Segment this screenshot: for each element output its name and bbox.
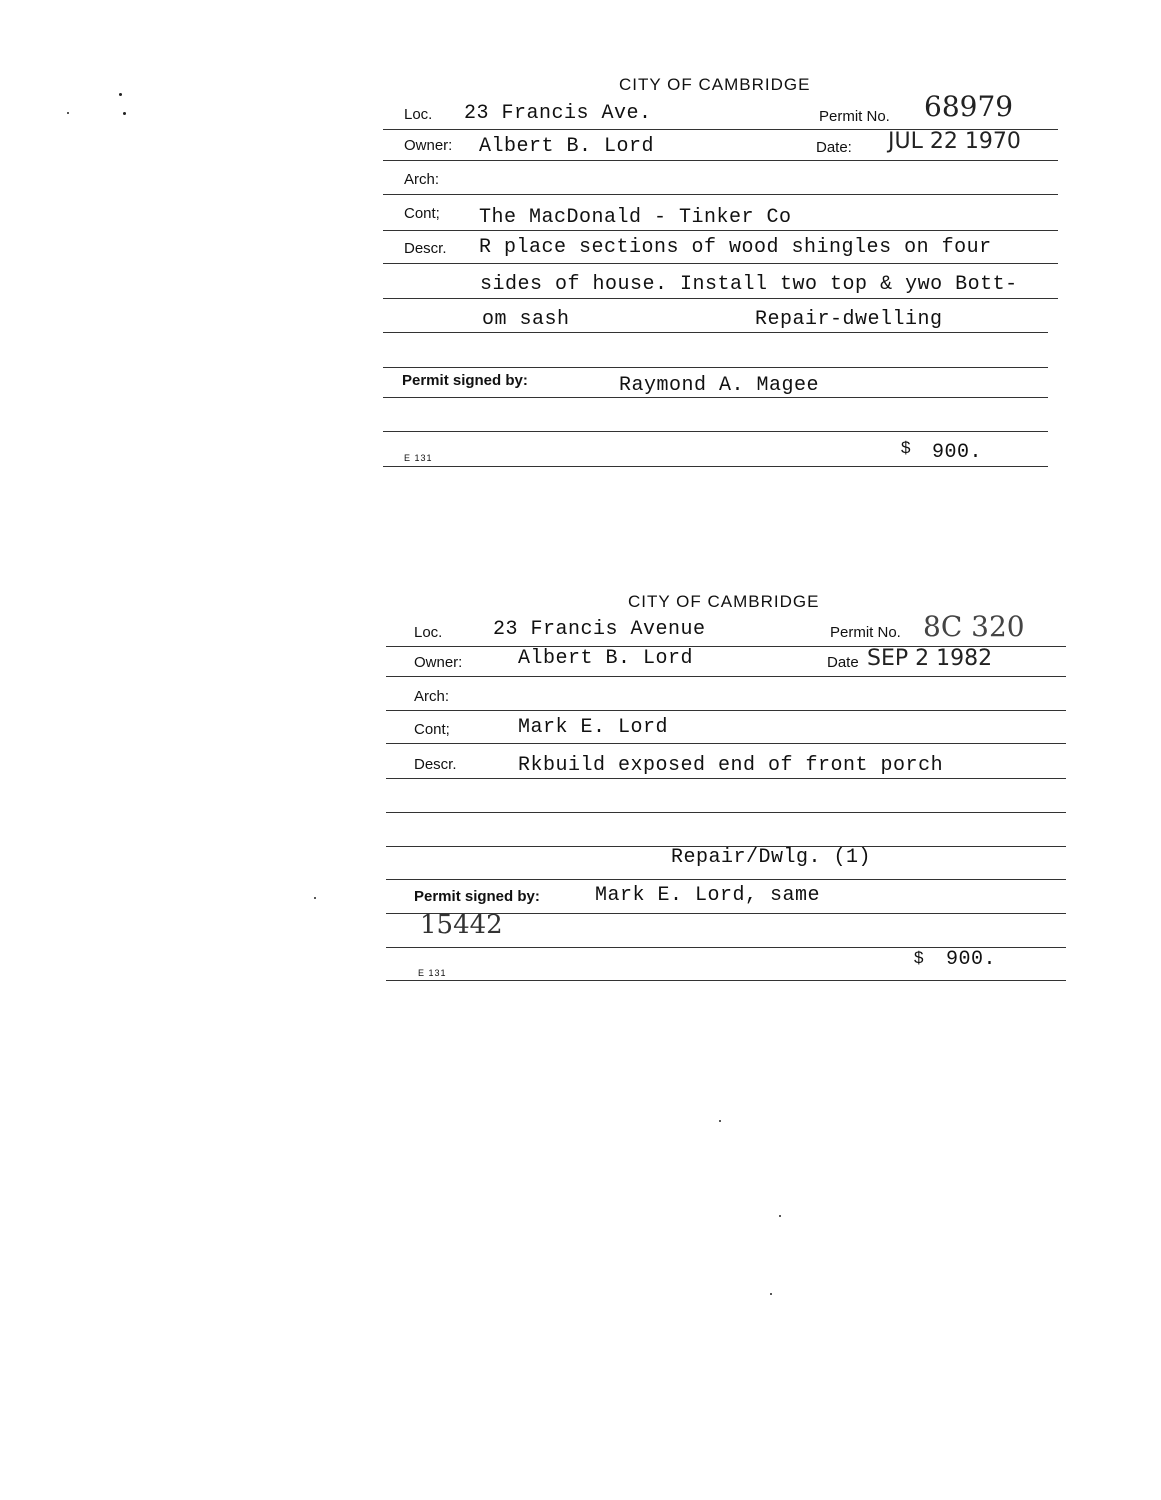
date-value: SEP 2 1982 — [867, 646, 993, 671]
row-rule — [383, 367, 1048, 368]
row-rule — [383, 298, 1058, 299]
row-rule — [383, 263, 1058, 264]
permit-card — [386, 588, 1066, 988]
amount-symbol: $ — [901, 438, 911, 457]
row-rule — [383, 160, 1058, 161]
descr-label: Descr. — [414, 756, 457, 773]
cont-value: Mark E. Lord — [518, 716, 669, 739]
row-rule — [383, 194, 1058, 195]
permit-no-value: 8C 320 — [923, 610, 1025, 643]
row-rule — [386, 980, 1066, 981]
loc-value: 23 Francis Avenue — [493, 618, 706, 641]
loc-label: Loc. — [404, 106, 433, 123]
signed-by-value: Raymond A. Magee — [619, 374, 820, 397]
scan-speck — [123, 112, 126, 115]
permit-no-label: Permit No. — [819, 108, 890, 125]
row-rule — [386, 778, 1066, 779]
row-rule — [386, 676, 1066, 677]
descr-line: sides of house. Install two top & ywo Bott- — [480, 273, 1018, 296]
scan-speck — [770, 1293, 772, 1295]
amount-symbol: $ — [914, 948, 924, 967]
scan-speck — [314, 897, 316, 899]
row-rule — [383, 466, 1048, 467]
descr-line: R place sections of wood shingles on four — [479, 236, 992, 259]
row-rule — [386, 879, 1066, 880]
loc-value: 23 Francis Ave. — [464, 102, 652, 125]
scan-speck — [719, 1120, 721, 1122]
scan-speck — [779, 1215, 781, 1217]
date-value: JUL 22 1970 — [888, 129, 1021, 154]
signed-by-label: Permit signed by: — [402, 372, 528, 389]
row-rule — [386, 846, 1066, 847]
permit-no-label: Permit No. — [830, 624, 901, 641]
descr-line: om sash — [482, 308, 570, 331]
descr-label: Descr. — [404, 240, 447, 257]
arch-label: Arch: — [404, 171, 440, 188]
amount-value: 900. — [946, 948, 997, 971]
work-type-value: Repair/Dwlg. (1) — [671, 846, 872, 869]
cont-label: Cont; — [404, 205, 440, 222]
amount-value: 900. — [932, 441, 983, 464]
signed-by-value: Mark E. Lord, same — [595, 884, 821, 907]
form-code: E 131 — [418, 968, 447, 978]
row-rule — [386, 710, 1066, 711]
row-rule — [383, 431, 1048, 432]
card-title: CITY OF CAMBRIDGE — [628, 592, 820, 611]
owner-label: Owner: — [404, 137, 453, 154]
extra-number: 15442 — [420, 910, 503, 940]
row-rule — [383, 230, 1058, 231]
scan-speck — [67, 112, 69, 114]
work-type-value: Repair-dwelling — [755, 308, 943, 331]
row-rule — [386, 743, 1066, 744]
cont-label: Cont; — [414, 721, 450, 738]
loc-label: Loc. — [414, 624, 443, 641]
permit-no-value: 68979 — [924, 90, 1014, 123]
date-label: Date: — [816, 139, 852, 156]
descr-line: Rkbuild exposed end of front porch — [518, 754, 944, 777]
scan-speck — [119, 93, 122, 96]
row-rule — [386, 812, 1066, 813]
owner-value: Albert B. Lord — [479, 135, 655, 158]
cont-value: The MacDonald - Tinker Co — [479, 206, 792, 229]
row-rule — [383, 397, 1048, 398]
owner-label: Owner: — [414, 654, 463, 671]
arch-label: Arch: — [414, 688, 450, 705]
signed-by-label: Permit signed by: — [414, 888, 540, 905]
permit-card — [383, 70, 1058, 470]
card-title: CITY OF CAMBRIDGE — [619, 75, 811, 94]
form-code: E 131 — [404, 453, 433, 463]
row-rule — [383, 332, 1048, 333]
owner-value: Albert B. Lord — [518, 647, 694, 670]
date-label: Date — [827, 654, 859, 671]
